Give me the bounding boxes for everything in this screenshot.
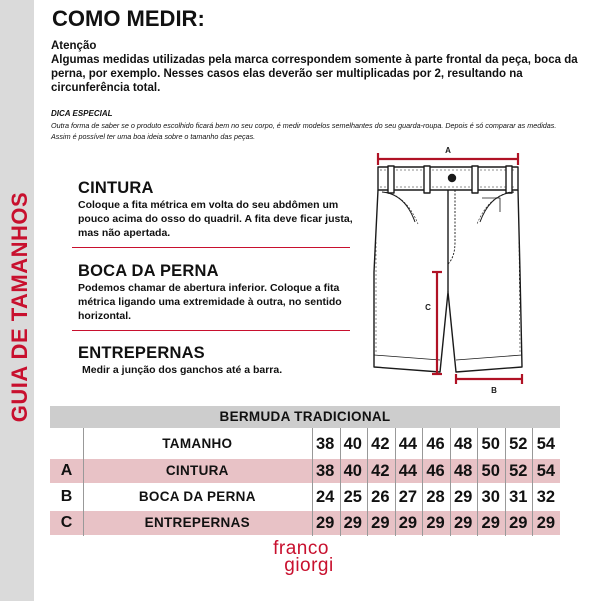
value-cell: 29 [343,514,362,532]
size-cell: 52 [509,435,528,453]
section-text: Podemos chamar de abertura inferior. Coloque a fita métrica ligando uma extremidade à outra, no sentido horizontal. [78,282,342,322]
size-table [50,406,560,535]
table-row-boca-da-perna [50,485,560,509]
grid-line [367,428,368,536]
table-row-label: ENTREPERNAS [144,515,250,530]
grid-line [477,428,478,536]
table-row-label: TAMANHO [162,436,233,451]
size-cell: 50 [481,435,500,453]
value-cell: 29 [536,514,556,532]
sidebar-title: GUIA DE TAMANHOS [7,191,32,423]
section-title: ENTREPERNAS [78,344,205,362]
section-title: BOCA DA PERNA [78,262,219,280]
size-cell: 42 [371,435,390,453]
button-icon [449,175,456,182]
grid-line [340,428,341,536]
value-cell: 24 [315,488,335,506]
value-cell: 30 [481,488,500,506]
value-cell: 29 [371,514,390,532]
size-cell: 46 [426,435,445,453]
label-a: A [445,146,451,155]
grid-line [312,428,313,536]
value-cell: 38 [315,462,335,480]
value-cell: 29 [315,514,335,532]
grid-line [505,428,506,536]
value-cell: 26 [371,488,390,506]
divider [72,330,350,331]
value-cell: 29 [453,488,473,506]
table-letter: C [60,514,73,531]
value-cell: 44 [398,462,418,480]
value-cell: 50 [481,462,500,480]
grid-line [532,428,533,536]
section-entrepernas [78,343,353,377]
tip-text: Outra forma de saber se o produto escolhido ficará bem no seu corpo, é medir modelos semelhantes do seu guarda-roupa. Depois é só comparar as medidas. Assim é possível ter uma boa ideia sobre o tamanho das peças. [51,121,557,141]
value-cell: 27 [398,488,418,506]
value-cell: 46 [426,462,445,480]
table-row-entrepernas [50,511,560,535]
table-row-cintura [50,459,560,483]
table-letter: B [60,488,73,505]
table-row-label: CINTURA [165,463,229,478]
value-cell: 32 [536,488,556,506]
attention-label: Atenção [51,40,97,52]
value-cell: 48 [453,462,473,480]
table-letter: A [60,462,73,479]
value-cell: 29 [481,514,500,532]
size-cell: 44 [398,435,418,453]
section-text: Coloque a fita métrica em volta do seu abdômen um pouco acima do osso do quadril. A fita deve ficar justa, mas não apertada. [78,199,353,239]
value-cell: 29 [426,514,445,532]
section-text: Medir a junção dos ganchos até a barra. [82,364,283,376]
table-title: BERMUDA TRADICIONAL [50,406,560,428]
value-cell: 29 [509,514,528,532]
label-b: B [491,386,497,395]
brand-line-2: giorgi [284,555,334,576]
size-cell: 48 [453,435,473,453]
table-row-label: BOCA DA PERNA [138,489,256,504]
grid-line [83,428,84,536]
value-cell: 28 [426,488,445,506]
table-header-row [50,431,560,457]
grid-line [450,428,451,536]
brand-logo [256,540,346,574]
page-title: COMO MEDIR: [52,6,205,31]
shorts-drawing [360,142,540,402]
table-letter [50,431,83,457]
section-title: CINTURA [78,179,154,197]
tip-label: DICA ESPECIAL [51,109,113,118]
value-cell: 29 [453,514,473,532]
size-cell: 38 [315,435,335,453]
attention-text: Algumas medidas utilizadas pela marca correspondem somente à parte frontal da peça, boca da perna, por exemplo. Nesses casos elas deverão ser multiplicadas por 2, resultando na circunferência total. [51,54,578,94]
grid-line [395,428,396,536]
value-cell: 31 [509,488,528,506]
brand-line-1: franco [273,538,329,559]
value-cell: 42 [371,462,390,480]
label-c: C [425,303,431,312]
value-cell: 52 [509,462,528,480]
section-cintura [78,178,353,240]
value-cell: 29 [398,514,418,532]
divider [72,247,350,248]
value-cell: 25 [343,488,362,506]
value-cell: 40 [343,462,362,480]
section-boca-da-perna [78,261,353,323]
value-cell: 54 [536,462,556,480]
size-cell: 40 [343,435,362,453]
grid-line [422,428,423,536]
size-cell: 54 [536,435,556,453]
